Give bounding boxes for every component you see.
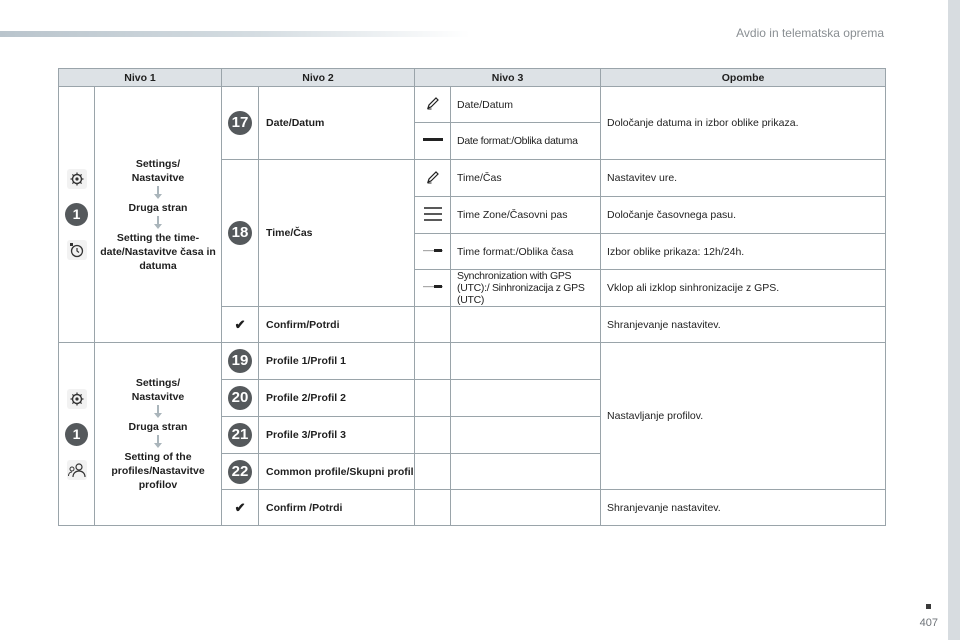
list-icon-cell [415,197,451,234]
group1-level1-icons [59,87,95,343]
level3-time-format: Time format:/Oblika časa [451,234,601,270]
note-confirm: Shranjevanje nastavitev. [601,490,886,526]
table-row [59,343,886,380]
section-title: Avdio in telematska oprema [736,26,884,40]
level2-common-profile: Common profile/Skupni profil [259,454,415,490]
note-confirm: Shranjevanje nastavitev. [601,307,886,343]
menu-path-profiles: Setting of the profiles/Nastavitve profilov [111,451,205,491]
number-badge-18: 18 [228,221,252,245]
note-profiles: Nastavljanje profilov. [601,343,886,490]
empty-cell [415,380,451,417]
arrow-down-icon [153,216,163,230]
pencil-icon-cell [415,160,451,197]
col-header-nivo3: Nivo 3 [415,69,601,87]
badge-cell [222,87,259,160]
empty-cell [415,307,451,343]
level2-profile-3: Profile 3/Profil 3 [259,417,415,454]
group1-menu-path [95,87,222,343]
empty-cell [415,454,451,490]
note-gps-sync: Vklop ali izklop sinhronizacije z GPS. [601,270,886,307]
number-badge-19: 19 [228,349,252,373]
toggle-icon-cell [415,234,451,270]
level3-time: Time/Čas [451,160,601,197]
level1-number-badge: 1 [65,423,88,446]
badge-cell [222,417,259,454]
toggle-icon-cell [415,270,451,307]
clock-icon [67,240,87,260]
page-corner-mark [926,604,931,609]
group2-level1-icons [59,343,95,526]
check-cell [222,307,259,343]
group2-menu-path [95,343,222,526]
number-badge-17: 17 [228,111,252,135]
toggle-icon [422,247,444,255]
check-cell [222,490,259,526]
level2-profile-1: Profile 1/Profil 1 [259,343,415,380]
toggle-icon [422,283,444,291]
profiles-icon [67,460,87,480]
pencil-icon [425,95,441,111]
empty-cell [451,343,601,380]
badge-cell [222,454,259,490]
number-badge-21: 21 [228,423,252,447]
empty-cell [415,490,451,526]
col-header-opombe: Opombe [601,69,886,87]
pencil-icon-cell [415,87,451,123]
arrow-down-icon [153,405,163,419]
level2-confirm: Confirm/Potrdi [259,307,415,343]
page-number: 407 [919,617,938,629]
empty-cell [451,380,601,417]
menu-path-next-page: Druga stran [128,201,188,214]
col-header-nivo2: Nivo 2 [222,69,415,87]
table-row [59,87,886,123]
level2-confirm: Confirm /Potrdi [259,490,415,526]
top-gradient-bar [0,31,470,37]
table-header-row [59,69,886,87]
settings-table [58,68,886,526]
note-date: Določanje datuma in izbor oblike prikaza. [601,87,886,160]
col-header-nivo1: Nivo 1 [59,69,222,87]
arrow-down-icon [153,186,163,200]
checkmark-icon: ✔ [234,316,246,332]
settings-gear-icon [67,389,87,409]
empty-cell [451,417,601,454]
settings-gear-icon [67,169,87,189]
level3-time-zone: Time Zone/Časovni pas [451,197,601,234]
level3-date: Date/Datum [451,87,601,123]
checkmark-icon: ✔ [234,499,246,515]
list-icon-cell [415,123,451,160]
empty-cell [451,490,601,526]
menu-path-settings: Settings/ Nastavitve [131,157,185,184]
empty-cell [451,454,601,490]
badge-cell [222,380,259,417]
level2-profile-2: Profile 2/Profil 2 [259,380,415,417]
note-time: Nastavitev ure. [601,160,886,197]
level1-number-badge: 1 [65,203,88,226]
list-icon [423,206,443,222]
level2-time: Time/Čas [259,160,415,307]
menu-path-next-page: Druga stran [128,421,188,433]
note-time-format: Izbor oblike prikaza: 12h/24h. [601,234,886,270]
level3-gps-sync: Synchronization with GPS (UTC):/ Sinhronizacija z GPS (UTC) [451,270,601,307]
side-tab [948,0,960,640]
empty-cell [415,417,451,454]
empty-cell [451,307,601,343]
number-badge-22: 22 [228,460,252,484]
pencil-icon [425,169,441,185]
arrow-down-icon [153,435,163,449]
number-badge-20: 20 [228,386,252,410]
format-list-icon [422,135,444,145]
menu-path-time-date: Setting the time-date/Nastavitve časa in datuma [100,231,216,272]
note-time-zone: Določanje časovnega pasu. [601,197,886,234]
badge-cell [222,343,259,380]
level2-date: Date/Datum [259,87,415,160]
menu-path-settings: Settings/ Nastavitve [131,377,185,403]
badge-cell [222,160,259,307]
empty-cell [415,343,451,380]
level3-date-format: Date format:/Oblika datuma [451,123,601,160]
